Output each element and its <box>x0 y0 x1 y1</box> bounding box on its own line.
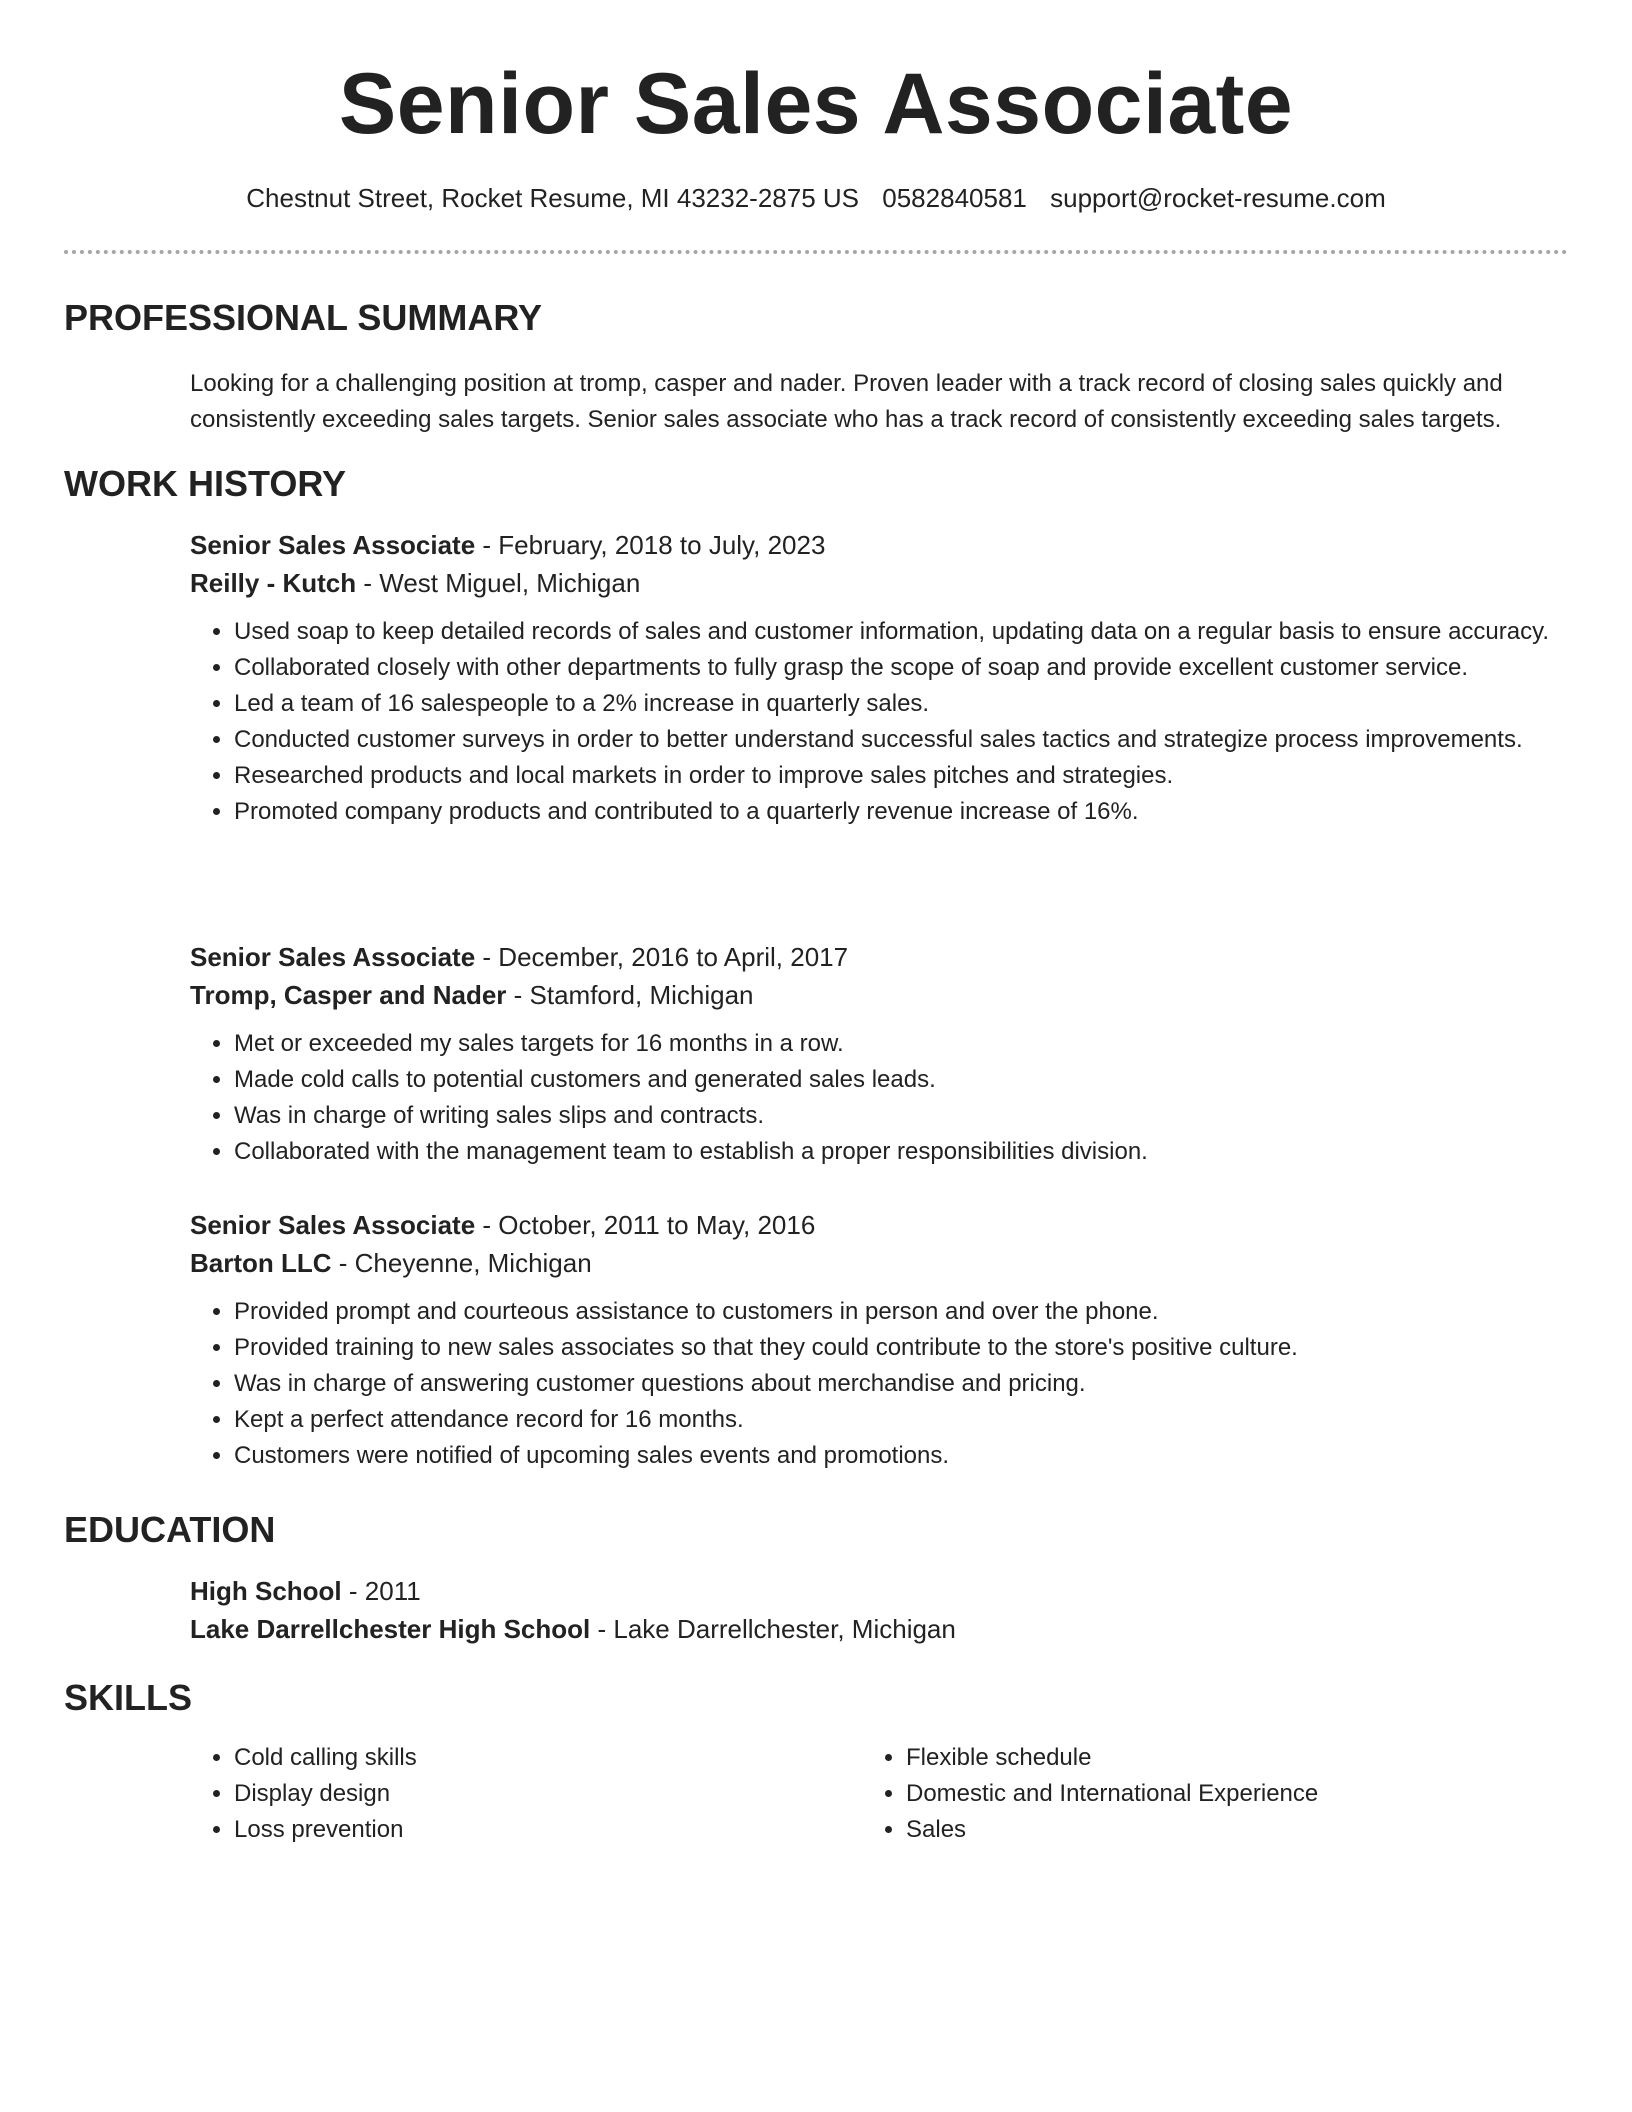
job-bullet: • Was in charge of writing sales slips and contracts. <box>234 1098 1570 1134</box>
job-company: Tromp, Casper and Nader <box>190 980 507 1010</box>
job-location: - Cheyenne, Michigan <box>331 1248 592 1278</box>
education-degree-line <box>190 1572 1570 1610</box>
job-role: Senior Sales Associate <box>190 530 476 560</box>
job-bullet: • Used soap to keep detailed records of sales and customer information, updating data on a regular basis to ensure accuracy. <box>234 614 1570 650</box>
job-bullet: • Collaborated with the management team to establish a proper responsibilities division. <box>234 1134 1570 1170</box>
education-heading: EDUCATION <box>64 1509 276 1550</box>
job-location: - Stamford, Michigan <box>506 980 754 1010</box>
skills-column-left <box>190 1740 830 1848</box>
job-entry <box>190 1206 1570 1474</box>
job-bullet: • Conducted customer surveys in order to better understand successful sales tactics and strategize process improvements. <box>234 722 1570 758</box>
job-bullet: • Kept a perfect attendance record for 16 months. <box>234 1402 1570 1438</box>
contact-email[interactable]: support@rocket-resume.com <box>1050 183 1386 213</box>
job-bullets <box>190 1294 1570 1474</box>
job-company: Reilly - Kutch <box>190 568 357 598</box>
job-entry <box>190 526 1570 830</box>
skills-column-right <box>862 1740 1502 1848</box>
job-dates: - October, 2011 to May, 2016 <box>475 1210 816 1240</box>
skill-item: • Flexible schedule <box>906 1740 1502 1776</box>
skills-list <box>862 1740 1502 1848</box>
work-history-heading: WORK HISTORY <box>64 463 347 504</box>
job-role: Senior Sales Associate <box>190 1210 476 1240</box>
education-school-line <box>190 1610 1570 1648</box>
skills-list <box>190 1740 830 1848</box>
contact-info <box>0 180 1632 216</box>
education-entry <box>190 1572 1570 1648</box>
job-bullet: • Promoted company products and contributed to a quarterly revenue increase of 16%. <box>234 794 1570 830</box>
job-bullet: • Customers were notified of upcoming sales events and promotions. <box>234 1438 1570 1474</box>
job-bullet: • Collaborated closely with other departments to fully grasp the scope of soap and provide excellent customer service. <box>234 650 1570 686</box>
job-company-line <box>190 1244 1570 1282</box>
job-title-line <box>190 526 1570 564</box>
job-company-line <box>190 976 1570 1014</box>
skill-item: • Domestic and International Experience <box>906 1776 1502 1812</box>
job-company: Barton LLC <box>190 1248 332 1278</box>
skills-heading: SKILLS <box>64 1677 193 1718</box>
header-divider <box>64 250 1568 254</box>
job-bullet: • Met or exceeded my sales targets for 16 months in a row. <box>234 1026 1570 1062</box>
summary-text: Looking for a challenging position at tromp, casper and nader. Proven leader with a track record of closing sales quickly and consistently exceeding sales targets. Senior sales associate who has a track record of consistently exceeding sales targets. <box>190 370 1503 433</box>
job-bullets <box>190 614 1570 830</box>
job-bullet: • Provided prompt and courteous assistance to customers in person and over the phone. <box>234 1294 1570 1330</box>
job-location: - West Miguel, Michigan <box>356 568 641 598</box>
resume-name: Senior Sales Associate <box>338 56 1294 152</box>
education-year: - 2011 <box>341 1576 421 1606</box>
skill-item: • Loss prevention <box>234 1812 830 1848</box>
job-bullet: • Researched products and local markets in order to improve sales pitches and strategies. <box>234 758 1570 794</box>
job-role: Senior Sales Associate <box>190 942 476 972</box>
job-bullet: • Led a team of 16 salespeople to a 2% increase in quarterly sales. <box>234 686 1570 722</box>
contact-address: Chestnut Street, Rocket Resume, MI 43232-2875 US <box>246 183 860 213</box>
education-location: - Lake Darrellchester, Michigan <box>590 1614 956 1644</box>
job-title-line <box>190 938 1570 976</box>
education-degree: High School <box>190 1576 342 1606</box>
job-bullet: • Provided training to new sales associates so that they could contribute to the store's positive culture. <box>234 1330 1570 1366</box>
job-bullets <box>190 1026 1570 1170</box>
job-title-line <box>190 1206 1570 1244</box>
job-company-line <box>190 564 1570 602</box>
job-bullet: • Made cold calls to potential customers and generated sales leads. <box>234 1062 1570 1098</box>
job-bullet: • Was in charge of answering customer questions about merchandise and pricing. <box>234 1366 1570 1402</box>
skill-item: • Sales <box>906 1812 1502 1848</box>
job-dates: - December, 2016 to April, 2017 <box>475 942 849 972</box>
job-entry <box>190 938 1570 1170</box>
skill-item: • Cold calling skills <box>234 1740 830 1776</box>
summary-heading: PROFESSIONAL SUMMARY <box>64 297 543 338</box>
skill-item: • Display design <box>234 1776 830 1812</box>
contact-phone: 0582840581 <box>882 183 1027 213</box>
education-school: Lake Darrellchester High School <box>190 1614 591 1644</box>
job-dates: - February, 2018 to July, 2023 <box>475 530 826 560</box>
